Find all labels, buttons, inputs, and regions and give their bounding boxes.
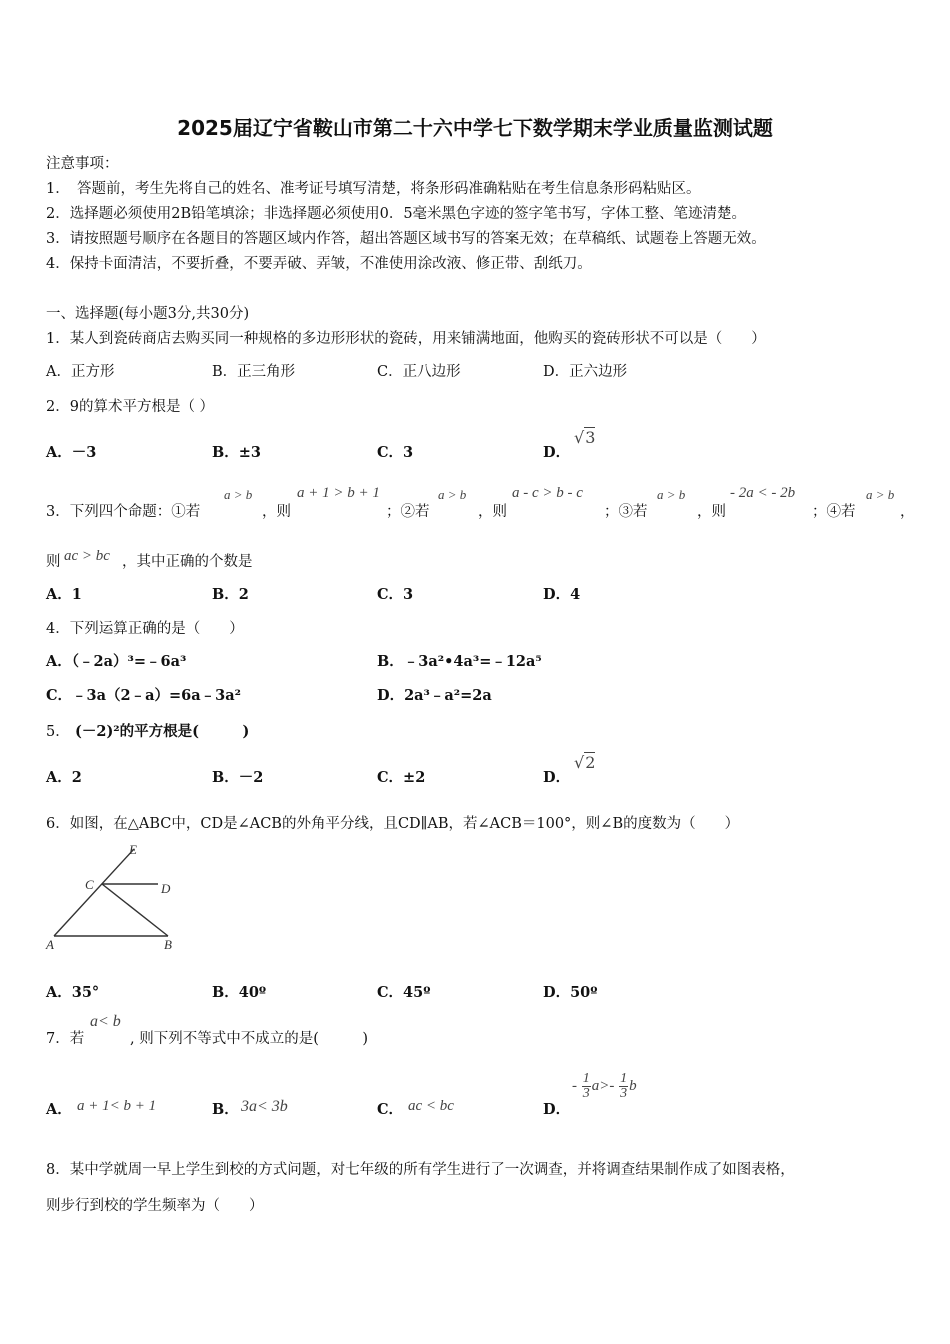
notice-item: 1． 答题前，考生先将自己的姓名、准考证号填写清楚，将条形码准确粘贴在考生信息条形码粘贴区。 [46,181,701,197]
fig-label-b: B [164,937,172,952]
q7-option-a-label: A． [46,1101,72,1118]
notice-item: 4．保持卡面清洁，不要折叠，不要弄破、弄皱，不准使用涂改液、修正带、刮纸刀。 [46,256,592,272]
q6-option-d: D．50º [543,984,598,1001]
q2-option-a: A．－3 [46,444,97,461]
q5-option-d: D． [543,769,571,786]
question-5-num: 5． [46,724,70,740]
q1-option-c: C．正八边形 [377,364,461,380]
q3-math: a > b [866,487,895,502]
q6-option-b: B．40º [212,984,267,1001]
q3-text: ，则 [262,504,291,520]
triangle-figure [40,838,190,954]
q3-math: ac > bc [64,548,110,564]
q7-option-a: a + 1< b + 1 [77,1098,157,1114]
q2-option-d: D． [543,444,571,461]
q7-option-c-label: C． [377,1101,404,1118]
q2-option-c: C．3 [377,444,414,461]
question-8-line2: 则步行到校的学生频率为（ ） [46,1198,264,1214]
notice-item: 2．选择题必须使用2B铅笔填涂；非选择题必须使用0．5毫米黑色字迹的签字笔书写，字体工整、笔迹清楚。 [46,206,747,222]
q3-text: ， [900,504,915,520]
q7-option-b: 3a< 3b [241,1098,288,1115]
question-2-stem: 2．9的算术平方根是（ ） [46,399,215,415]
fig-label-e: E [129,842,137,857]
q3-math: - 2a < - 2b [730,485,796,501]
q3-math: a > b [657,487,686,502]
notice-item: 3．请按照题号顺序在各题目的答题区域内作答，超出答题区域书写的答案无效；在草稿纸、试题卷上答题无效。 [46,231,766,247]
q3-text: ；④若 [812,504,856,520]
q4-option-a: A．（﹣2a）³=﹣6a³ [46,653,187,670]
q6-option-c: C．45º [377,984,431,1001]
q3-math: a - c > b - c [512,485,583,501]
q1-option-b: B．正三角形 [212,364,296,380]
notice-heading: 注意事项： [46,156,119,172]
q3-option-d: D．4 [543,586,581,603]
q3-text: ，则 [697,504,726,520]
q3-text: ；③若 [604,504,648,520]
q6-option-a: A．35° [46,984,100,1001]
question-4-stem: 4．下列运算正确的是（ ） [46,621,244,637]
q2-option-b: B．±3 [212,444,261,461]
q3-text: ；②若 [386,504,430,520]
q5-option-c: C．±2 [377,769,426,786]
q3-line2-post: ，其中正确的个数是 [122,554,253,570]
q3-math: a > b [438,487,467,502]
q3-math: a + 1 > b + 1 [297,485,380,501]
q3-option-b: B．2 [212,586,249,603]
fig-label-a: A [46,937,54,952]
question-7-pre: 7．若 [46,1031,85,1047]
question-8-line1: 8．某中学就周一早上学生到校的方式问题，对七年级的所有学生进行了一次调查，并将调查结果制作成了如图表格， [46,1162,795,1178]
q3-math: a > b [224,487,253,502]
page-title: 2025届辽宁省鞍山市第二十六中学七下数学期末学业质量监测试题 [177,116,773,140]
question-1-stem: 1．某人到瓷砖商店去购买同一种规格的多边形形状的瓷砖，用来铺满地面，他购买的瓷砖形状不可以是（ ） [46,331,766,347]
fig-label-c: C [85,877,94,892]
q4-option-b: B．﹣3a²•4a³=﹣12a⁵ [377,653,542,670]
section-heading: 一、选择题(每小题3分,共30分) [46,306,250,322]
question-6-stem: 6．如图，在△ABC中，CD是∠ACB的外角平分线，且CD∥AB，若∠ACB＝100°，则∠B的度数为（ ） [46,816,740,832]
q1-option-d: D．正六边形 [543,364,628,380]
question-3-num: 3．下列四个命题：①若 [46,504,201,520]
q5-sqrt: √2 [574,753,596,772]
q7-option-b-label: B． [212,1101,239,1118]
q5-option-a: A．2 [46,769,82,786]
q3-option-c: C．3 [377,586,414,603]
q5-option-b: B．－2 [212,769,264,786]
q7-option-d: - $\frac{1}{3}$ a>- $\frac{1}{3}$ b [572,1071,637,1101]
q4-option-d: D．2a³﹣a²=2a [377,687,492,704]
q4-option-c: C．﹣3a（2﹣a）=6a﹣3a² [46,687,241,704]
q2-sqrt: √3 [574,428,596,447]
question-7-stem: , 则下列不等式中不成立的是( ) [130,1031,369,1047]
q3-option-a: A．1 [46,586,82,603]
fig-label-d: D [161,881,171,896]
q3-line2-pre: 则 [46,554,61,570]
q1-option-a: A．正方形 [46,364,115,380]
q7-option-d-label: D． [543,1101,571,1118]
q7-option-c: ac < bc [408,1098,454,1114]
q3-text: ，则 [478,504,507,520]
question-5-stem: (－2)²的平方根是( ) [75,723,250,740]
q7-condition: a< b [90,1013,121,1030]
